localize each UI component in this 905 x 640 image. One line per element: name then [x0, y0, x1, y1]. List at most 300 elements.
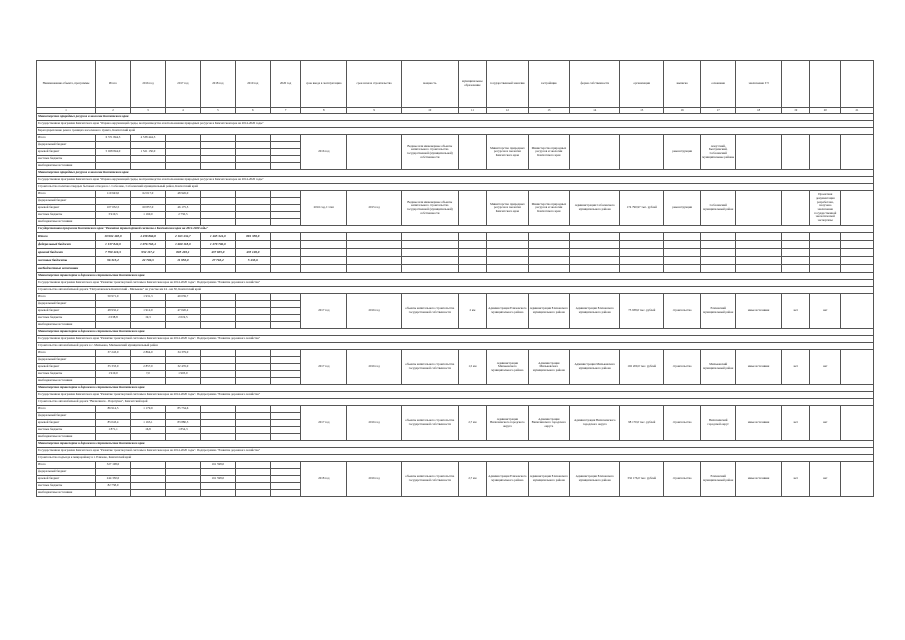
- docs-cell: строительство: [664, 406, 701, 441]
- customer-cell: Министерство природных ресурсов и экологии Камчатского края: [487, 191, 529, 226]
- finance-label: внебюджетные источники: [37, 219, 96, 226]
- header-cell: 2017 год: [165, 61, 200, 108]
- finance-2019: [235, 420, 270, 427]
- finance-total: 1 871,1: [96, 427, 131, 434]
- expert-cell: [782, 191, 810, 226]
- empty-cell: [570, 249, 620, 257]
- empty-cell: [458, 241, 486, 249]
- finance-2020: [270, 350, 301, 357]
- finance-2016: 7,0: [130, 371, 165, 378]
- developer-cell: Администрация Мильковского муниципального района: [570, 350, 620, 385]
- finance-2016: 62 017,0: [130, 191, 165, 198]
- finance-2019: [235, 163, 270, 170]
- finance-2019: [235, 469, 270, 476]
- header-cell: Наименование объекта, программы: [37, 61, 96, 108]
- finance-2017: 32 476,0: [165, 364, 200, 371]
- finance-2017: 2 163 434,7: [165, 233, 200, 241]
- finance-2018: 1 465 344,0: [200, 233, 235, 241]
- finance-row: [37, 233, 874, 241]
- header-cell: 2019 год: [235, 61, 270, 108]
- empty-cell: [736, 233, 782, 241]
- road-program-heading: [37, 226, 874, 233]
- finance-2016: 16,8: [130, 427, 165, 434]
- empty-cell: [620, 233, 664, 241]
- empty-cell: [487, 241, 529, 249]
- finance-2017: [165, 142, 200, 149]
- finance-total: [96, 265, 131, 273]
- finance-2020: [270, 149, 301, 156]
- finance-2020: [270, 163, 301, 170]
- finance-label: федеральный бюджет: [37, 469, 96, 476]
- finance-2020: [270, 308, 301, 315]
- column-number: 12: [487, 108, 529, 114]
- finance-2018: 1 279 706,0: [200, 241, 235, 249]
- finance-label: краевой бюджет: [37, 205, 96, 212]
- object-heading: [37, 399, 874, 406]
- finance-2017: 805 493,1: [165, 249, 200, 257]
- finance-2018: [200, 413, 235, 420]
- finance-row: [37, 135, 874, 142]
- finance-2016: [130, 490, 165, 497]
- developer-cell: Администрация Елизовского муниципального района: [570, 462, 620, 497]
- empty-cell: [347, 249, 402, 257]
- ministry-heading-text: Министерство транспорта и дорожного строительства Камчатского края: [37, 273, 874, 280]
- finance-total: 327 108,0: [96, 462, 131, 469]
- amount-cell: 174 790,97 тыс. рублей: [620, 191, 664, 226]
- finance-total: 85 043,4: [96, 420, 131, 427]
- empty-cell: [347, 241, 402, 249]
- finance-2018: [200, 265, 235, 273]
- finance-2017: 1 660 118,0: [165, 241, 200, 249]
- finance-row: [37, 406, 874, 413]
- finance-2019: [235, 294, 270, 301]
- finance-total: 110 943,0: [96, 191, 131, 198]
- docs-cell: реконструкция: [664, 191, 701, 226]
- finance-total: 2 038,8: [96, 315, 131, 322]
- finance-2018: [200, 142, 235, 149]
- expert-cell: нет: [782, 350, 810, 385]
- finance-label: краевой бюджет: [37, 476, 96, 483]
- finance-2020: [270, 364, 301, 371]
- empty-cell: [458, 265, 486, 273]
- finance-total: 10 904 465,9: [96, 233, 131, 241]
- header-cell: 2020 год: [270, 61, 301, 108]
- finance-2016: 2 864,0: [130, 350, 165, 357]
- finance-2018: [200, 483, 235, 490]
- exam-cell: [810, 135, 841, 170]
- finance-label: местные бюджеты: [37, 156, 96, 163]
- column-number: 4: [165, 108, 200, 114]
- finance-2017: 11 950,0: [165, 257, 200, 265]
- finance-2018: [200, 371, 235, 378]
- finance-total: [96, 378, 131, 385]
- finance-row: [37, 249, 874, 257]
- ministry-heading: [37, 385, 874, 392]
- column-number: 19: [782, 108, 810, 114]
- empty-cell: [570, 257, 620, 265]
- finance-2019: [235, 357, 270, 364]
- empty-cell: [347, 257, 402, 265]
- finance-2018: [200, 315, 235, 322]
- empty-cell: [487, 233, 529, 241]
- finance-2016: 1 521 150,0: [130, 149, 165, 156]
- empty-cell: [301, 257, 347, 265]
- column-number: 1: [37, 108, 96, 114]
- header-cell: 2016 год: [130, 61, 165, 108]
- finance-2016: 60 857,0: [130, 205, 165, 212]
- capacity-cell: 2 км: [458, 294, 486, 329]
- finance-2017: [165, 476, 200, 483]
- ministry-heading-text: Министерство природных ресурсов и экологии Камчатского края: [37, 114, 874, 121]
- finance-total: 244 350,0: [96, 476, 131, 483]
- amount-cell: 75 938,0 тыс. рублей: [620, 294, 664, 329]
- object-heading-text: Строительство автомобильной дороги "Петропавловск-Камчатский - Мильково" на участке км 24 - км 30, Камчатский край: [37, 287, 874, 294]
- object-heading-text: Строительство подъезда к микрорайону в г. Елизово, Камчатский край: [37, 455, 874, 462]
- finance-label: Итого: [37, 406, 96, 413]
- finance-label: федеральный бюджет: [37, 142, 96, 149]
- finance-total: [96, 301, 131, 308]
- spare-cell: [841, 135, 874, 170]
- finance-2019: [235, 212, 270, 219]
- finance-2018: [200, 350, 235, 357]
- program-heading-text: Государственная программа Камчатского края "Охрана окружающей среды, воспроизводство и использование природных ресурсов в Камчатском крае на 2014-2020 годы": [37, 121, 874, 128]
- finance-total: 82 758,0: [96, 483, 131, 490]
- finance-2016: 1 160,0: [130, 212, 165, 219]
- finance-2017: [165, 156, 200, 163]
- finance-2020: [270, 142, 301, 149]
- finance-2017: 47 020,2: [165, 308, 200, 315]
- customer-cell: Администрация Мильковского муниципального района: [487, 350, 529, 385]
- finance-2016: 22 706,3: [130, 257, 165, 265]
- finance-2020: [270, 219, 301, 226]
- finance-2016: 1 931,3: [130, 294, 165, 301]
- finance-2017: [165, 378, 200, 385]
- finance-label: федеральный бюджет: [37, 357, 96, 364]
- empty-cell: [810, 257, 841, 265]
- empty-cell: [620, 257, 664, 265]
- header-cell: [841, 61, 874, 108]
- finance-2019: [235, 315, 270, 322]
- finance-total: 96 313,2: [96, 257, 131, 265]
- ministry-heading-text: Министерство транспорта и дорожного строительства Камчатского края: [37, 441, 874, 448]
- header-cell: основание: [701, 61, 736, 108]
- term-cell: 2016 год: [301, 135, 347, 170]
- header-cell: срок ввода в эксплуатацию: [301, 61, 347, 108]
- finance-2019: [235, 219, 270, 226]
- builder-cell: Администрация Елизовского муниципального района: [528, 294, 570, 329]
- finance-2017: [165, 135, 200, 142]
- finance-label: местные бюджеты: [37, 257, 96, 265]
- finance-2019: [235, 476, 270, 483]
- finance-2017: 1 903,0: [165, 371, 200, 378]
- ministry-heading: [37, 441, 874, 448]
- program-heading: [37, 392, 874, 399]
- finance-label: внебюджетные источники: [37, 490, 96, 497]
- table-body: [37, 61, 874, 497]
- object-heading-text: Строительство автомобильной дороги "Вилючинск - Паратунка", Камчатский край: [37, 399, 874, 406]
- builder-cell: Администрация Елизовского муниципального района: [528, 462, 570, 497]
- finance-2018: [200, 357, 235, 364]
- finance-2019: [235, 413, 270, 420]
- finance-2019: [235, 322, 270, 329]
- empty-cell: [810, 241, 841, 249]
- capacity-cell: 1,5 км: [458, 350, 486, 385]
- kind-cell: объекты капитального строительства государственной собственности: [401, 294, 458, 329]
- object-heading-text: Берегоукрепление реки в границах населенного пункта, Камчатский край: [37, 128, 874, 135]
- expert-cell: нет: [782, 294, 810, 329]
- finance-label: краевой бюджет: [37, 249, 96, 257]
- finance-2019: [235, 427, 270, 434]
- program-heading: [37, 336, 874, 343]
- empty-cell: [528, 233, 570, 241]
- object-heading: [37, 343, 874, 350]
- customer-cell: Администрация Елизовского муниципального района: [487, 462, 529, 497]
- type-cell: [736, 135, 782, 170]
- finance-2018: [200, 427, 235, 434]
- program-heading: [37, 121, 874, 128]
- empty-cell: [487, 265, 529, 273]
- owner-cell: Мильковский муниципальный район: [701, 350, 736, 385]
- exam-cell: нет: [810, 406, 841, 441]
- finance-2016: [130, 142, 165, 149]
- finance-total: [96, 156, 131, 163]
- start-cell: 2016 год: [347, 294, 402, 329]
- amount-cell: [620, 135, 664, 170]
- empty-cell: [782, 257, 810, 265]
- finance-label: Итого: [37, 135, 96, 142]
- header-cell: 2018 год: [200, 61, 235, 108]
- ministry-heading-text: Министерство природных ресурсов и экологии Камчатского края: [37, 170, 874, 177]
- start-cell: 2015 год: [347, 191, 402, 226]
- empty-cell: [620, 249, 664, 257]
- expert-cell: нет: [782, 462, 810, 497]
- finance-2017: [165, 357, 200, 364]
- expert-cell: нет: [782, 406, 810, 441]
- empty-cell: [841, 233, 874, 241]
- finance-2020: [270, 406, 301, 413]
- amount-cell: 102 200,0 тыс. рублей: [620, 350, 664, 385]
- finance-2016: [130, 301, 165, 308]
- finance-2020: [270, 265, 301, 273]
- finance-2020: [270, 483, 301, 490]
- empty-cell: [401, 241, 458, 249]
- ministry-heading: [37, 329, 874, 336]
- finance-row: [37, 294, 874, 301]
- empty-cell: [782, 241, 810, 249]
- start-cell: [347, 135, 402, 170]
- finance-2017: 2 019,5: [165, 315, 200, 322]
- empty-cell: [301, 241, 347, 249]
- finance-2020: [270, 378, 301, 385]
- finance-2016: 952 117,4: [130, 249, 165, 257]
- column-number: 16: [664, 108, 701, 114]
- finance-2017: [165, 149, 200, 156]
- exam-cell: нет: [810, 294, 841, 329]
- finance-label: Итого: [37, 233, 96, 241]
- amount-cell: 332 176,0 тыс. рублей: [620, 462, 664, 497]
- finance-2018: [200, 294, 235, 301]
- finance-2020: [270, 413, 301, 420]
- finance-2020: [270, 257, 301, 265]
- finance-2020: [270, 301, 301, 308]
- ministry-heading: [37, 114, 874, 121]
- finance-2017: [165, 265, 200, 273]
- finance-2020: [270, 322, 301, 329]
- docs-cell: строительство: [664, 462, 701, 497]
- docs-cell: строительство: [664, 294, 701, 329]
- finance-total: 50 971,0: [96, 294, 131, 301]
- finance-2016: [130, 483, 165, 490]
- customer-cell: Администрация Вилючинского городского округа: [487, 406, 529, 441]
- object-heading: [37, 455, 874, 462]
- finance-2019: [235, 434, 270, 441]
- empty-cell: [301, 233, 347, 241]
- finance-2018: [200, 135, 235, 142]
- finance-2018: [200, 149, 235, 156]
- column-number: 20: [810, 108, 841, 114]
- column-number: 13: [528, 108, 570, 114]
- empty-cell: [736, 265, 782, 273]
- finance-2020: [270, 294, 301, 301]
- capacity-cell: [458, 191, 486, 226]
- finance-2017: [165, 301, 200, 308]
- finance-2018: [200, 420, 235, 427]
- spare-cell: [841, 406, 874, 441]
- empty-cell: [701, 257, 736, 265]
- empty-cell: [810, 249, 841, 257]
- program-heading-text: Государственная программа Камчатского края "Развитие транспортной системы в Камчатском крае на 2014-2020 годы". Подпрограмма "Развитие дорожного хозяйства": [37, 336, 874, 343]
- finance-total: [96, 413, 131, 420]
- finance-2019: 5 433,6: [235, 257, 270, 265]
- finance-2020: [270, 233, 301, 241]
- finance-label: краевой бюджет: [37, 308, 96, 315]
- start-cell: 2016 год: [347, 350, 402, 385]
- column-number: 9: [347, 108, 402, 114]
- program-heading-text: Государственная программа Камчатского края "Развитие транспортной системы в Камчатском крае на 2014-2020 годы". Подпрограмма "Развитие дорожного хозяйства": [37, 448, 874, 455]
- finance-total: [96, 469, 131, 476]
- column-number: 15: [620, 108, 664, 114]
- finance-total: [96, 357, 131, 364]
- empty-cell: [841, 257, 874, 265]
- finance-2020: [270, 191, 301, 198]
- empty-cell: [841, 265, 874, 273]
- developer-cell: [570, 135, 620, 170]
- builder-cell: Министерство природных ресурсов и экологии Камчатского края: [528, 191, 570, 226]
- column-number: 7: [270, 108, 301, 114]
- finance-total: 1 137 842,0: [96, 241, 131, 249]
- spare-cell: [841, 462, 874, 497]
- program-heading: [37, 177, 874, 184]
- header-cell: Итого: [96, 61, 131, 108]
- finance-2018: [200, 322, 235, 329]
- finance-2020: [270, 241, 301, 249]
- builder-cell: Министерство природных ресурсов и экологии Камчатского края: [528, 135, 570, 170]
- finance-2018: [200, 490, 235, 497]
- finance-2018: 437 835,0: [200, 249, 235, 257]
- finance-2019: [235, 142, 270, 149]
- finance-2020: [270, 249, 301, 257]
- header-cell: государственный заказчик: [487, 61, 529, 108]
- finance-label: Итого: [37, 350, 96, 357]
- empty-cell: [841, 241, 874, 249]
- column-number: 14: [570, 108, 620, 114]
- finance-2018: [200, 212, 235, 219]
- program-heading-text: Государственная программа Камчатского края "Развитие транспортной системы в Камчатском крае на 2014-2020 годы". Подпрограмма "Развитие дорожного хозяйства": [37, 280, 874, 287]
- finance-2019: [235, 406, 270, 413]
- finance-2017: 85 734,6: [165, 406, 200, 413]
- finance-2020: [270, 135, 301, 142]
- finance-2020: [270, 371, 301, 378]
- finance-2020: [270, 434, 301, 441]
- finance-2017: 83 880,3: [165, 420, 200, 427]
- finance-2016: [130, 476, 165, 483]
- expert-cell: [782, 135, 810, 170]
- finance-label: местные бюджеты: [37, 212, 96, 219]
- finance-row: [37, 241, 874, 249]
- column-number: 17: [701, 108, 736, 114]
- finance-2017: [165, 469, 200, 476]
- finance-2018: [200, 301, 235, 308]
- finance-2019: [235, 378, 270, 385]
- finance-label: федеральный бюджет: [37, 413, 96, 420]
- finance-total: 3 910,5: [96, 212, 131, 219]
- finance-2018: [200, 378, 235, 385]
- finance-2019: [235, 149, 270, 156]
- finance-2020: [270, 490, 301, 497]
- finance-2020: [270, 420, 301, 427]
- document-sheet: [36, 60, 874, 598]
- finance-2020: [270, 476, 301, 483]
- ministry-heading-text: Министерство транспорта и дорожного строительства Камчатского края: [37, 329, 874, 336]
- finance-total: 37 243,0: [96, 350, 131, 357]
- column-number: 2: [96, 108, 131, 114]
- finance-2017: [165, 198, 200, 205]
- empty-cell: [528, 257, 570, 265]
- finance-2017: [165, 163, 200, 170]
- finance-label: местные бюджеты: [37, 371, 96, 378]
- finance-2016: [130, 163, 165, 170]
- empty-cell: [664, 241, 701, 249]
- empty-cell: [458, 249, 486, 257]
- empty-cell: [458, 257, 486, 265]
- empty-cell: [736, 257, 782, 265]
- ministry-heading-text: Министерство транспорта и дорожного строительства Камчатского края: [37, 385, 874, 392]
- finance-2017: 49 039,7: [165, 294, 200, 301]
- empty-cell: [664, 265, 701, 273]
- finance-2019: [235, 135, 270, 142]
- finance-2016: [130, 198, 165, 205]
- builder-cell: Администрация Мильковского муниципального района: [528, 350, 570, 385]
- finance-2020: [270, 427, 301, 434]
- finance-2018: 161 598,0: [200, 476, 235, 483]
- finance-total: [96, 142, 131, 149]
- empty-cell: [664, 249, 701, 257]
- empty-cell: [401, 233, 458, 241]
- program-heading: [37, 448, 874, 455]
- customer-cell: Министерство природных ресурсов и экологии Камчатского края: [487, 135, 529, 170]
- finance-label: федеральный бюджет: [37, 198, 96, 205]
- empty-cell: [782, 233, 810, 241]
- capacity-cell: [458, 135, 486, 170]
- finance-row: [37, 265, 874, 273]
- empty-cell: [528, 241, 570, 249]
- kind-cell: объекты капитального строительства государственной собственности: [401, 350, 458, 385]
- empty-cell: [701, 233, 736, 241]
- spare-cell: [841, 191, 874, 226]
- column-number: 8: [301, 108, 347, 114]
- empty-cell: [782, 265, 810, 273]
- header-cell: [782, 61, 810, 108]
